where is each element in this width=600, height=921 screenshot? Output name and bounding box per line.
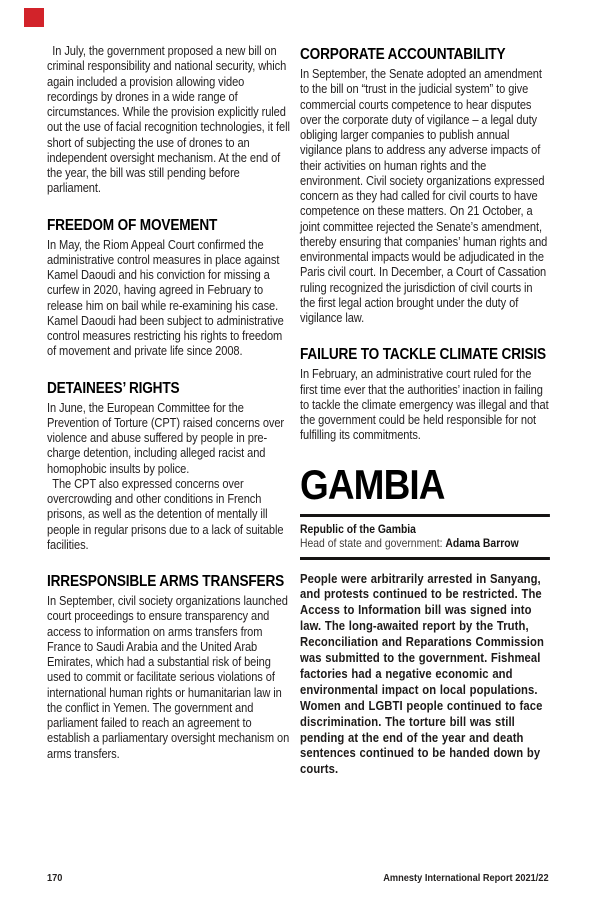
- right-column: [300, 44, 550, 777]
- page-footer: [47, 872, 549, 884]
- head-of-state-line: [300, 536, 550, 550]
- head-of-state-name: Adama Barrow: [445, 535, 519, 550]
- left-column: [47, 44, 293, 762]
- country-info-block: [300, 514, 550, 560]
- section-heading-irresponsible-arms-transfers: IRRESPONSIBLE ARMS TRANSFERS: [47, 573, 285, 590]
- section-heading-detainees-rights: DETAINEES’ RIGHTS: [47, 379, 180, 397]
- page-number: 170: [47, 872, 63, 884]
- paragraph: The CPT also expressed concerns over overcrowding and other conditions in French prisons, as well as the detention of mentally ill people in regular prisons due to a lack of suitable facilities.: [47, 476, 284, 552]
- paragraph: In May, the Riom Appeal Court confirmed the administrative control measures in place against Kamel Daoudi and his conviction for missing a curfew in 2020, having agreed in February to release him on bail while re-examining his case. Kamel Daoudi had been subject to administrative control measures restricting his rights to freedom of movement and private life since 2008.: [47, 237, 284, 359]
- paragraph: In September, civil society organizations launched court proceedings to ensure transparency and access to information on arms transfers from France to Saudi Arabia and the United Arab Emirates, which had a substantial risk of being used to commit or facilitate serious violations of international human rights or humanitarian law in the conflict in Yemen. The government and parliament failed to reach an agreement to establish a parliamentary oversight mechanism on arms transfers.: [47, 594, 290, 761]
- section-heading-corporate-accountability: CORPORATE ACCOUNTABILITY: [300, 46, 506, 63]
- intro-paragraph: In July, the government proposed a new bill on criminal responsibility and national security, which again included a provision allowing video recordings by drones in a wide range of circumstances. While the provision explicitly ruled out the use of facial recognition technologies, it fell short of subjecting the use of drones to an independent oversight mechanism. At the end of the year, the bill was still pending before parliament.: [47, 44, 290, 196]
- paragraph: In September, the Senate adopted an amendment to the bill on “trust in the judicial system” to give commercial courts competence to hear disputes over the corporate duty of vigilance – a legal duty obliging larger companies to publish annual vigilance plans to address any adverse impacts of their activities on human rights and the environment. Civil society organizations expressed concern as they had called for civil courts to have competence on these matters. On 21 October, a joint committee rejected the Senate’s amendment, thereby ensuring that companies’ human rights and environmental impacts would be adjudicated in the Paris civil court. In December, a Court of Cassation ruling recognized the jurisdiction of civil courts in the first legal action brought under the duty of vigilance law.: [300, 67, 548, 325]
- report-title: Amnesty International Report 2021/22: [383, 872, 549, 884]
- red-square-marker: [24, 8, 44, 27]
- country-heading-gambia: GAMBIA: [300, 460, 445, 508]
- country-official-name: Republic of the Gambia: [300, 521, 416, 536]
- head-of-state-label: Head of state and government:: [300, 535, 446, 550]
- country-summary-paragraph: People were arbitrarily arrested in Sanyang, and protests continued to be restricted. The Access to Information bill was signed into law. The long-awaited report by the Truth, Reconciliation and Reparations Commission was submitted to the government. Fishmeal factories had a negative economic and environmental impact on local populations. Women and LGBTI people continued to face discrimination. The torture bill was still pending at the end of the year and death sentences continued to be handed down by courts.: [300, 570, 544, 777]
- section-heading-freedom-of-movement: FREEDOM OF MOVEMENT: [47, 216, 218, 234]
- section-heading-failure-to-tackle-climate-crisis: FAILURE TO TACKLE CLIMATE CRISIS: [300, 346, 546, 364]
- paragraph: In February, an administrative court ruled for the first time ever that the authorities’ inaction in failing to tackle the climate emergency was illegal and that the government could be held responsible for not fulfilling its commitments.: [300, 367, 549, 443]
- paragraph: In June, the European Committee for the Prevention of Torture (CPT) raised concerns over violence and abuse suffered by people in pre-charge detention, including alleged racist and homophobic insults by police.: [47, 400, 285, 476]
